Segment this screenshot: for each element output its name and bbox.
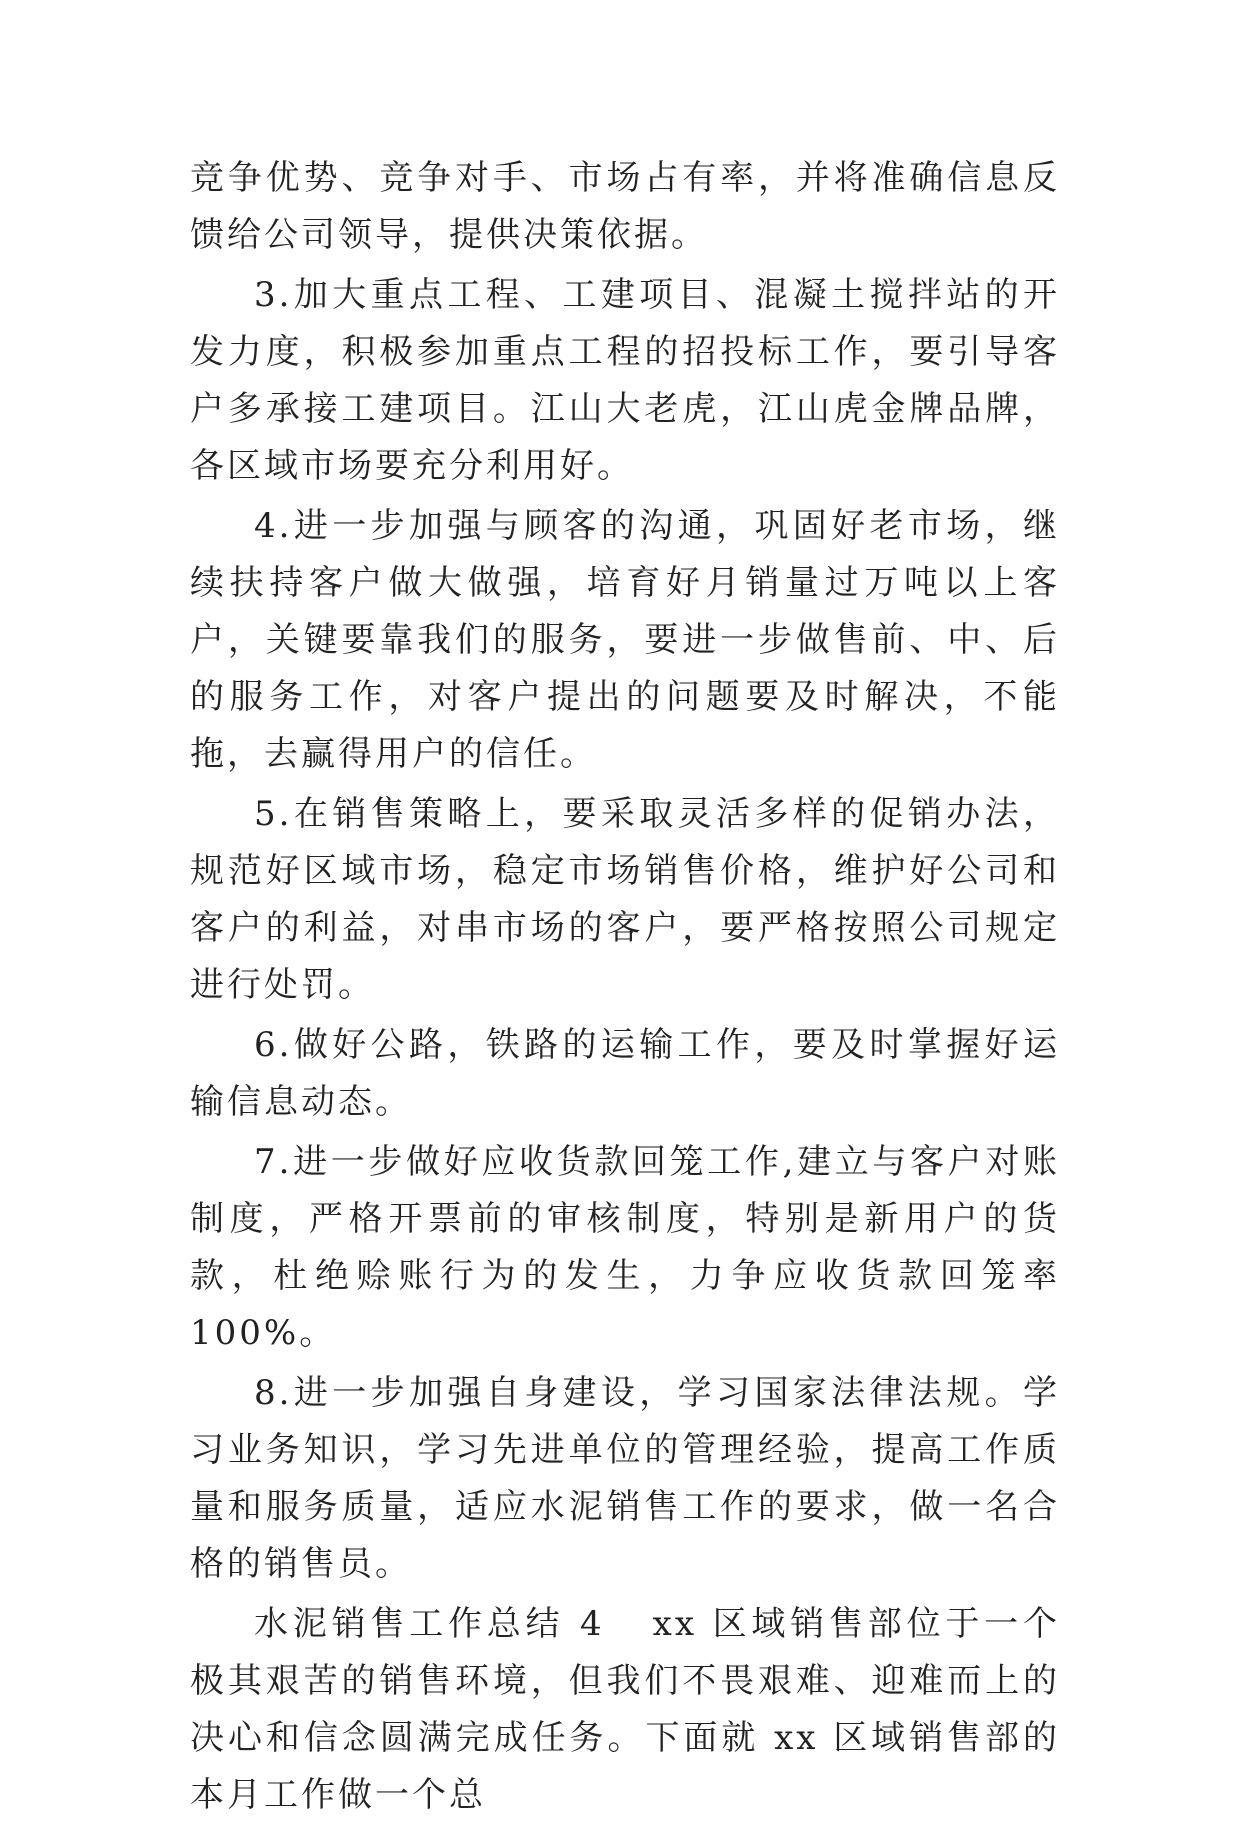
paragraph-item-8: 8.进一步加强自身建设，学习国家法律法规。学习业务知识，学习先进单位的管理经验，提高工作质量和服务质量，适应水泥销售工作的要求，做一名合格的销售员。 bbox=[190, 1373, 1060, 1584]
summary-paragraph bbox=[190, 1596, 1060, 1824]
paragraph-item-7: 7.进一步做好应收货款回笼工作,建立与客户对账制度，严格开票前的审核制度，特别是新用户的货款，杜绝赊账行为的发生，力争应收货款回笼率100%。 bbox=[190, 1142, 1060, 1353]
paragraph-continuation: 竞争优势、竞争对手、市场占有率，并将准确信息反馈给公司领导，提供决策依据。 bbox=[190, 158, 1060, 255]
summary-body: xx 区域销售部位于一个极其艰苦的销售环境，但我们不畏艰难、迎难而上的决心和信念圆满完成任务。下面就 xx 区域销售部的本月工作做一个总 bbox=[190, 1604, 1060, 1815]
summary-heading: 水泥销售工作总结 4 bbox=[254, 1604, 605, 1644]
document-body bbox=[190, 150, 1060, 1827]
paragraph-item-4: 4.进一步加强与顾客的沟通，巩固好老市场，继续扶持客户做大做强，培育好月销量过万吨以上客户，关键要靠我们的服务，要进一步做售前、中、后的服务工作，对客户提出的问题要及时解决，不能拖，去赢得用户的信任。 bbox=[190, 506, 1060, 774]
paragraph-item-5: 5.在销售策略上，要采取灵活多样的促销办法，规范好区域市场，稳定市场销售价格，维护好公司和客户的利益，对串市场的客户，要严格按照公司规定进行处罚。 bbox=[190, 794, 1060, 1005]
paragraph-item-3: 3.加大重点工程、工建项目、混凝土搅拌站的开发力度，积极参加重点工程的招投标工作，要引导客户多承接工建项目。江山大老虎，江山虎金牌品牌，各区域市场要充分利用好。 bbox=[190, 275, 1060, 486]
paragraph-item-6: 6.做好公路，铁路的运输工作，要及时掌握好运输信息动态。 bbox=[190, 1025, 1060, 1122]
